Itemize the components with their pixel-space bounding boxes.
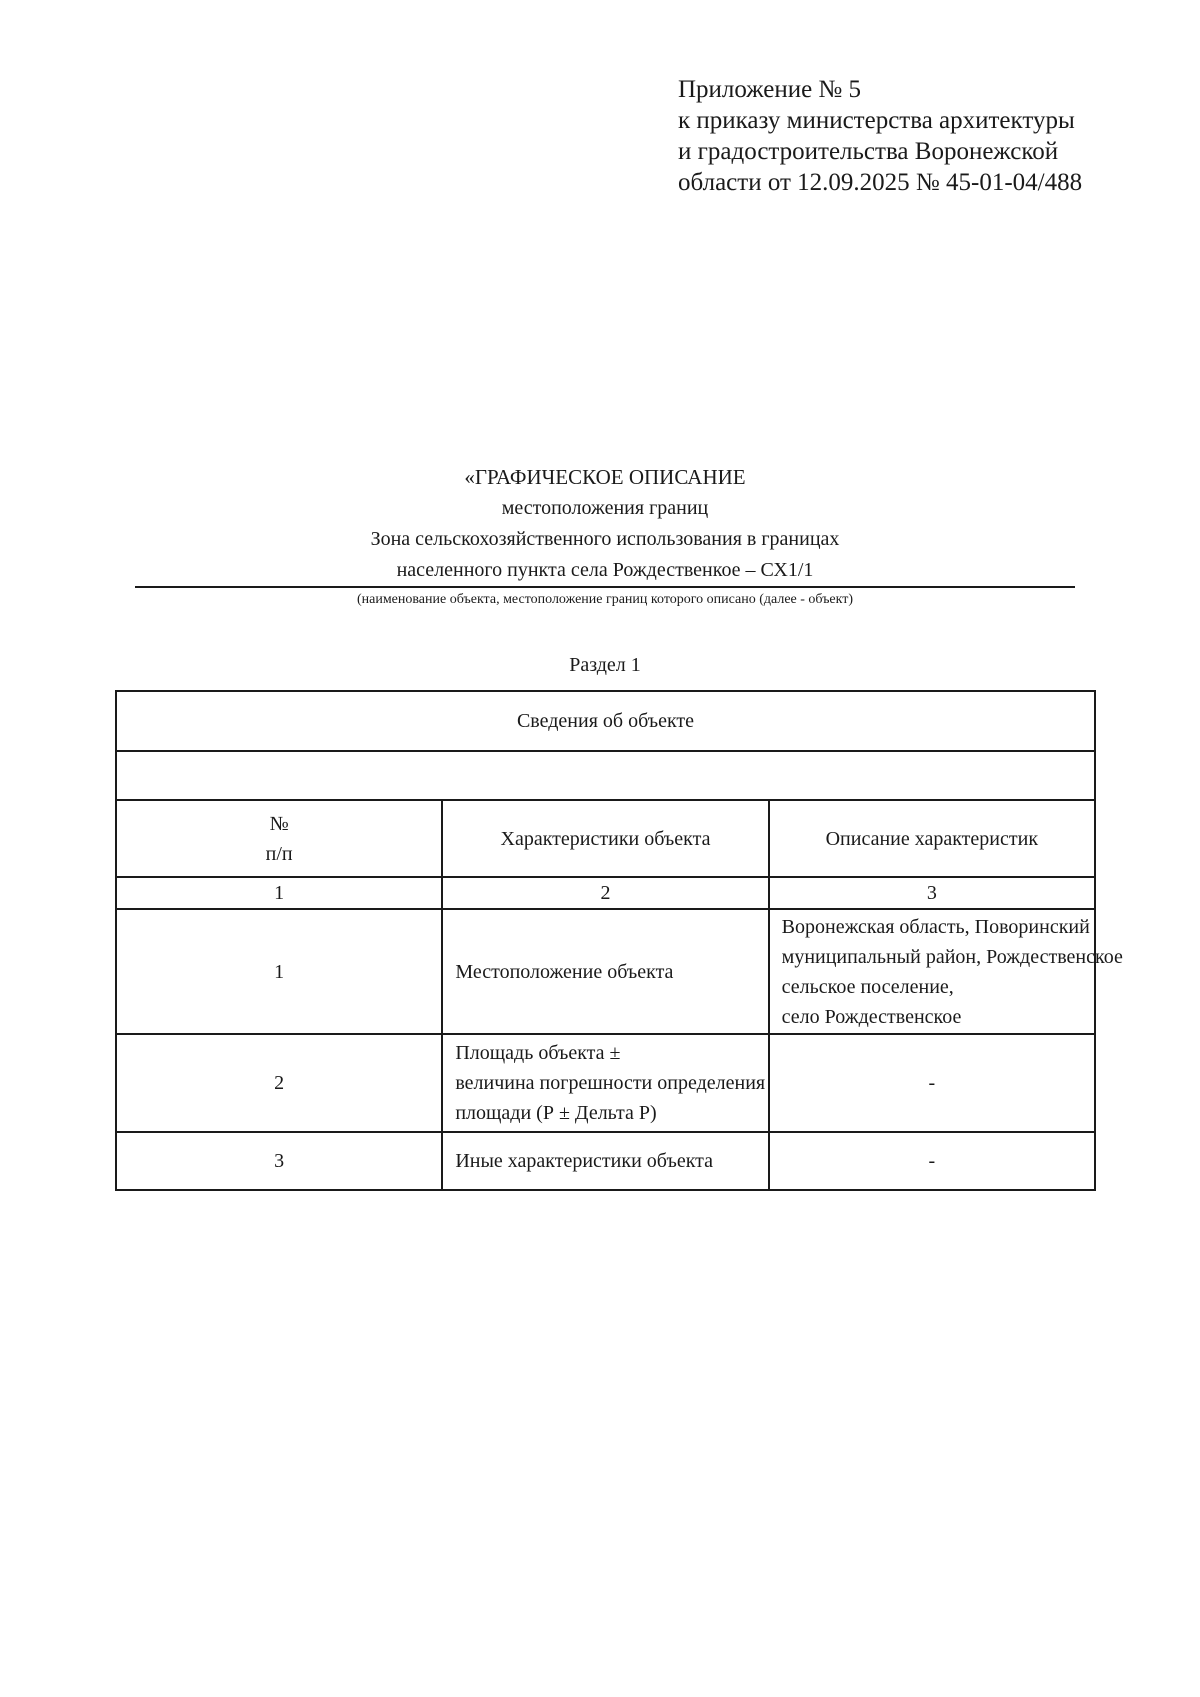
characteristic-line: Местоположение объекта [455, 960, 674, 983]
row-description [769, 909, 1123, 1034]
row-number: 3 [116, 1132, 442, 1190]
description-line: - [928, 1072, 936, 1094]
description-line: сельское поселение, [781, 975, 954, 998]
description-line: муниципальный район, Рождественское [781, 945, 1123, 968]
table-header-row [116, 800, 1095, 877]
annex-line-4: области от 12.09.2025 № 45-01-04/488 [678, 169, 1083, 196]
description-line: село Рождественское [781, 1005, 962, 1028]
title-underline [135, 586, 1075, 588]
numbering-cell-3: 3 [769, 877, 1095, 909]
numbering-cell-1: 1 [116, 877, 442, 909]
table-empty-row [116, 751, 1095, 800]
row-characteristic [442, 1132, 768, 1190]
table-row [116, 1034, 1095, 1132]
characteristic-line: площади (Р ± Дельта Р) [455, 1102, 657, 1124]
title-line-1: «ГРАФИЧЕСКОЕ ОПИСАНИЕ [464, 465, 746, 489]
annex-line-1: Приложение № 5 [678, 76, 862, 103]
table-row [116, 1132, 1095, 1190]
characteristic-line: Площадь объекта ± [455, 1042, 621, 1064]
header-description: Описание характеристик [769, 800, 1095, 877]
row-description [769, 1034, 1095, 1132]
characteristic-line: величина погрешности определения [455, 1072, 766, 1094]
row-characteristic [442, 909, 768, 1034]
title-caption: (наименование объекта, местоположение границ которого описано (далее - объект) [356, 592, 854, 607]
title-line-4: населенного пункта села Рождественкое – СХ1/1 [396, 559, 814, 581]
annex-header [678, 74, 1082, 198]
object-info-table [115, 690, 1123, 1191]
row-description [769, 1132, 1095, 1190]
row-number: 1 [116, 909, 442, 1034]
document-title [135, 462, 1075, 586]
title-line-3: Зона сельскохозяйственного использования в границах [370, 528, 840, 550]
table-title-row [116, 691, 1095, 751]
table-numbering-row [116, 877, 1095, 909]
section-label: Раздел 1 [569, 654, 641, 676]
table-empty-cell [116, 751, 1095, 800]
description-line: Воронежская область, Поворинский [781, 915, 1090, 938]
annex-line-3: и градостроительства Воронежской [678, 138, 1059, 165]
description-line: - [928, 1150, 936, 1172]
numbering-cell-2: 2 [442, 877, 768, 909]
annex-line-2: к приказу министерства архитектуры [678, 107, 1075, 134]
table-row [116, 909, 1095, 1034]
header-num-cell [116, 800, 442, 877]
row-characteristic [442, 1034, 768, 1132]
header-num-line-1: № [269, 812, 289, 835]
header-num-line-2: п/п [265, 842, 293, 865]
table-title: Сведения об объекте [116, 691, 1095, 751]
header-characteristics: Характеристики объекта [442, 800, 768, 877]
row-number: 2 [116, 1034, 442, 1132]
characteristic-line: Иные характеристики объекта [455, 1150, 714, 1172]
title-line-2: местоположения границ [501, 497, 709, 519]
